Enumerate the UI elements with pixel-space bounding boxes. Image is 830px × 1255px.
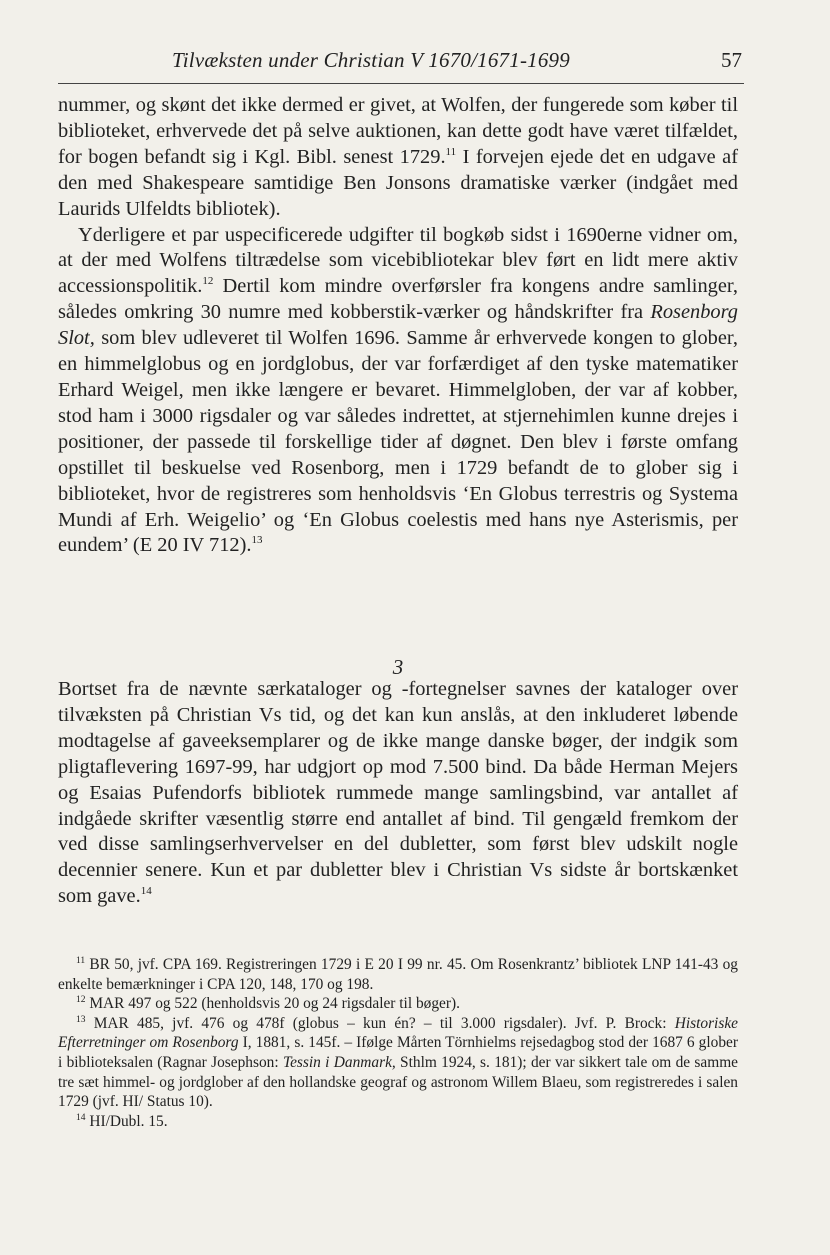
paragraph-3 <box>58 677 738 910</box>
paragraph-2-italic: Rosenborg Slot, <box>58 301 738 350</box>
main-text <box>58 93 738 559</box>
footnote-13-text-c: Sthlm 1924, s. 181); der var sikkert tale om de samme tre sæt himmel- og jordglober af den hollandske geograf og astronom Willem Blaeu, som registreredes i salen 1729 (jvf. HI/ Status 10). <box>58 1053 738 1111</box>
footnote-ref-13: 13 <box>251 534 263 547</box>
footnote-13-text-b: I, 1881, s. 145f. – Ifølge Mårten Törnhielms rejsedagbog stod der 1687 6 glober i biblioteksalen (Ragnar Josephson: <box>58 1034 738 1071</box>
footnote-14-number: 14 <box>76 1112 86 1123</box>
footnote-13 <box>58 1014 738 1112</box>
footnote-14-text: HI/Dubl. 15. <box>85 1112 168 1130</box>
paragraph-2-text-a: Yderligere et par uspecificerede udgifter til bogkøb sidst i 1690erne vidner om, at der med Wolfens tiltrædelse som vicebibliotekar blev ført en lidt mere aktiv accessionspolitik. <box>58 223 738 298</box>
section-number: 3 <box>392 655 404 679</box>
paragraph-1 <box>58 93 738 223</box>
footnote-13-italic-2: Tessin i Danmark, <box>282 1053 396 1071</box>
footnote-13-text-a: MAR 485, jvf. 476 og 478f (globus – kun én? – til 3.000 rigsdaler). Jvf. P. Brock: <box>85 1014 675 1032</box>
running-title: Tilvæksten under Christian V 1670/1671-1699 <box>172 48 570 72</box>
footnote-ref-12: 12 <box>202 275 214 288</box>
header-rule <box>58 83 744 84</box>
page-header <box>58 48 744 82</box>
footnote-14 <box>58 1112 738 1132</box>
paragraph-1-text-b: I forvejen ejede det en udgave af den med Shakespeare samtidige Ben Jonsons dramatiske værker (indgået med Laurids Ulfeldts bibliotek). <box>58 145 739 220</box>
page-number: 57 <box>721 48 742 72</box>
paragraph-3-text: Bortset fra de nævnte særkataloger og -fortegnelser savnes der kataloger over tilvæksten på Christian Vs tid, og det kan kun anslås, at den inkluderet løbende modtagelse af gaveeksemplarer og de ikke mange danske bøger, der indgik som pligtaflevering 1697-99, har udgjort op mod 7.500 bind. Da både Herman Mejers og Esaias Pufendorfs bibliotek rummede mange samlingsbind, var antallet af indgåede skrifter væsentlig større end antallet af bind. Til gengæld fremkom der ved disse samlingserhvervelser en del dubletter, som først blev udskilt nogle decennier senere. Kun et par dubletter blev i Christian Vs sidste år bortskænket som gave. <box>58 678 738 908</box>
footnote-ref-14: 14 <box>140 885 152 898</box>
footnote-11-text: BR 50, jvf. CPA 169. Registreringen 1729 i E 20 I 99 nr. 45. Om Rosenkrantz’ bibliotek LNP 141-43 og enkelte bemærkninger i CPA 120, 148, 170 og 198. <box>58 956 738 993</box>
footnote-11-number: 11 <box>76 955 86 966</box>
paragraph-2-text-c: som blev udleveret til Wolfen 1696. Samme år erhvervede kongen to glober, en himmelglobus og en jordglobus, der var forfærdiget af den tyske matematiker Erhard Weigel, men ikke længere er bevaret. Himmelgloben, der var af kobber, stod ham i 3000 rigsdaler og var således indrettet, at stjernehimlen kunne drejes i positioner, der passede til forskellige tider af døgnet. Den blev i første omfang opstillet til beskuelse ved Rosenborg, men i 1729 befandt de to glober sig i biblioteket, hvor de registreres som henholdsvis ‘En Globus terrestris og Systema Mundi af Erh. Weigelio’ og ‘En Globus coelestis med hans nye Asterismis, per eundem’ (E 20 IV 712). <box>58 327 738 557</box>
footnote-ref-11: 11 <box>445 146 457 159</box>
footnote-12 <box>58 994 738 1014</box>
paragraph-2 <box>58 223 738 560</box>
section-text <box>58 677 738 910</box>
footnote-13-number: 13 <box>76 1014 86 1025</box>
paragraph-1-text-a: nummer, og skønt det ikke dermed er givet, at Wolfen, der fungerede som køber til biblioteket, erhvervede det på selve auktionen, kan dette godt have været tilfældet, for bogen befandt sig i Kgl. Bibl. senest 1729. <box>58 94 738 168</box>
footnote-11 <box>58 955 738 994</box>
footnote-13-italic-1: Historiske Efterretninger om Rosenborg <box>58 1014 738 1052</box>
footnotes <box>58 955 738 1131</box>
footnote-12-number: 12 <box>76 995 86 1006</box>
footnote-12-text: MAR 497 og 522 (henholdsvis 20 og 24 rigsdaler til bøger). <box>85 995 460 1013</box>
paragraph-2-text-b: Dertil kom mindre overførsler fra kongens andre samlinger, således omkring 30 numre med kobberstik-værker og håndskrifter fra <box>58 275 738 324</box>
